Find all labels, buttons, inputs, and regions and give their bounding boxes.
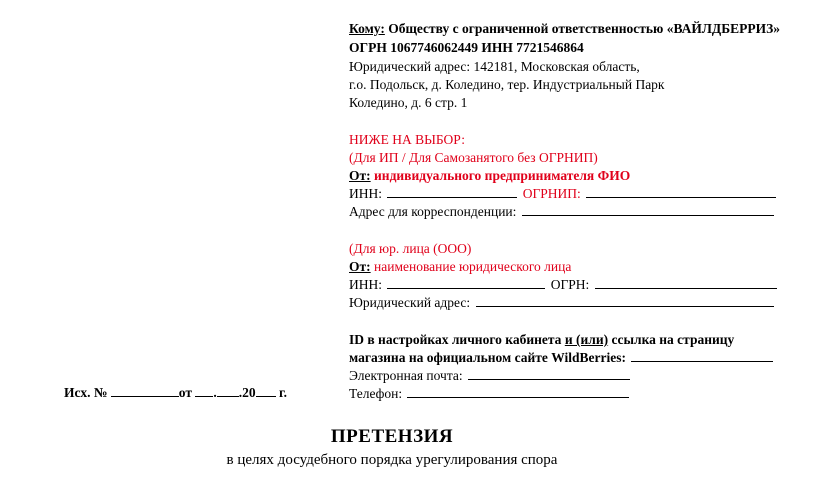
email-blank[interactable] <box>468 367 630 380</box>
recipient-address-2: г.о. Подольск, д. Коледино, тер. Индустриальный Парк <box>349 77 665 92</box>
store-id-text-a: ID в настройках личного кабинета <box>349 332 565 347</box>
outgoing-line <box>64 384 287 402</box>
recipient-line <box>349 20 780 38</box>
ip-from-value: индивидуального предпринимателя ФИО <box>374 168 631 183</box>
store-id-blank[interactable] <box>631 349 773 362</box>
company-ogrn-blank[interactable] <box>595 276 777 289</box>
outgoing-day-blank[interactable] <box>195 385 213 397</box>
ip-from-line <box>349 167 630 185</box>
outgoing-month-blank[interactable] <box>217 385 239 397</box>
choice-header: НИЖЕ НА ВЫБОР: <box>349 132 466 147</box>
company-address-blank[interactable] <box>476 294 774 307</box>
company-from-label: От: <box>349 259 371 274</box>
recipient-name: Обществу с ограниченной ответственностью «ВАЙЛДБЕРРИЗ» <box>388 21 781 36</box>
ip-inn-line <box>349 185 778 203</box>
company-inn-line <box>349 276 779 294</box>
company-from-line <box>349 258 571 276</box>
ip-address-label: Адрес для корреспонденции: <box>349 204 517 219</box>
email-line <box>349 367 632 385</box>
ip-address-blank[interactable] <box>522 203 774 216</box>
phone-line <box>349 385 631 403</box>
phone-label: Телефон: <box>349 386 403 401</box>
company-from-value: наименование юридического лица <box>374 259 572 274</box>
recipient-ogrn-inn: ОГРН 1067746062449 ИНН 7721546864 <box>349 40 584 55</box>
outgoing-from: от <box>178 385 192 400</box>
email-label: Электронная почта: <box>349 368 463 383</box>
ip-inn-label: ИНН: <box>349 186 382 201</box>
company-address-line <box>349 294 776 312</box>
phone-blank[interactable] <box>407 385 629 398</box>
ip-inn-blank[interactable] <box>387 185 517 198</box>
document-subtitle: в целях досудебного порядка урегулирования спора <box>226 452 558 468</box>
store-id-text-2: магазина на официальном сайте WildBerries: <box>349 350 627 365</box>
ip-address-line <box>349 203 776 221</box>
ip-ogrnip-label: ОГРНИП: <box>522 186 581 201</box>
outgoing-year: .20 <box>238 385 256 400</box>
document-title: ПРЕТЕНЗИЯ <box>330 426 454 447</box>
ip-note: (Для ИП / Для Самозанятого без ОГРНИП) <box>349 150 598 165</box>
ip-from-label: От: <box>349 168 371 183</box>
store-id-line-2 <box>349 349 775 367</box>
store-id-line-1 <box>349 331 734 349</box>
company-note: (Для юр. лица (ООО) <box>349 241 472 256</box>
company-address-label: Юридический адрес: <box>349 295 471 310</box>
outgoing-dot: . <box>213 385 217 400</box>
recipient-address-1: Юридический адрес: 142181, Московская область, <box>349 59 640 74</box>
outgoing-number-blank[interactable] <box>111 385 179 397</box>
to-label: Кому: <box>349 21 385 36</box>
company-ogrn-label: ОГРН: <box>550 277 590 292</box>
company-inn-label: ИНН: <box>349 277 382 292</box>
outgoing-suffix: г. <box>278 385 287 400</box>
company-inn-blank[interactable] <box>387 276 545 289</box>
ip-ogrnip-blank[interactable] <box>586 185 776 198</box>
outgoing-year-blank[interactable] <box>256 385 276 397</box>
store-id-text-u: и (или) <box>564 332 609 347</box>
store-id-text-b: ссылка на страницу <box>608 332 735 347</box>
outgoing-label: Исх. № <box>64 385 108 400</box>
recipient-address-3: Коледино, д. 6 стр. 1 <box>349 95 468 110</box>
